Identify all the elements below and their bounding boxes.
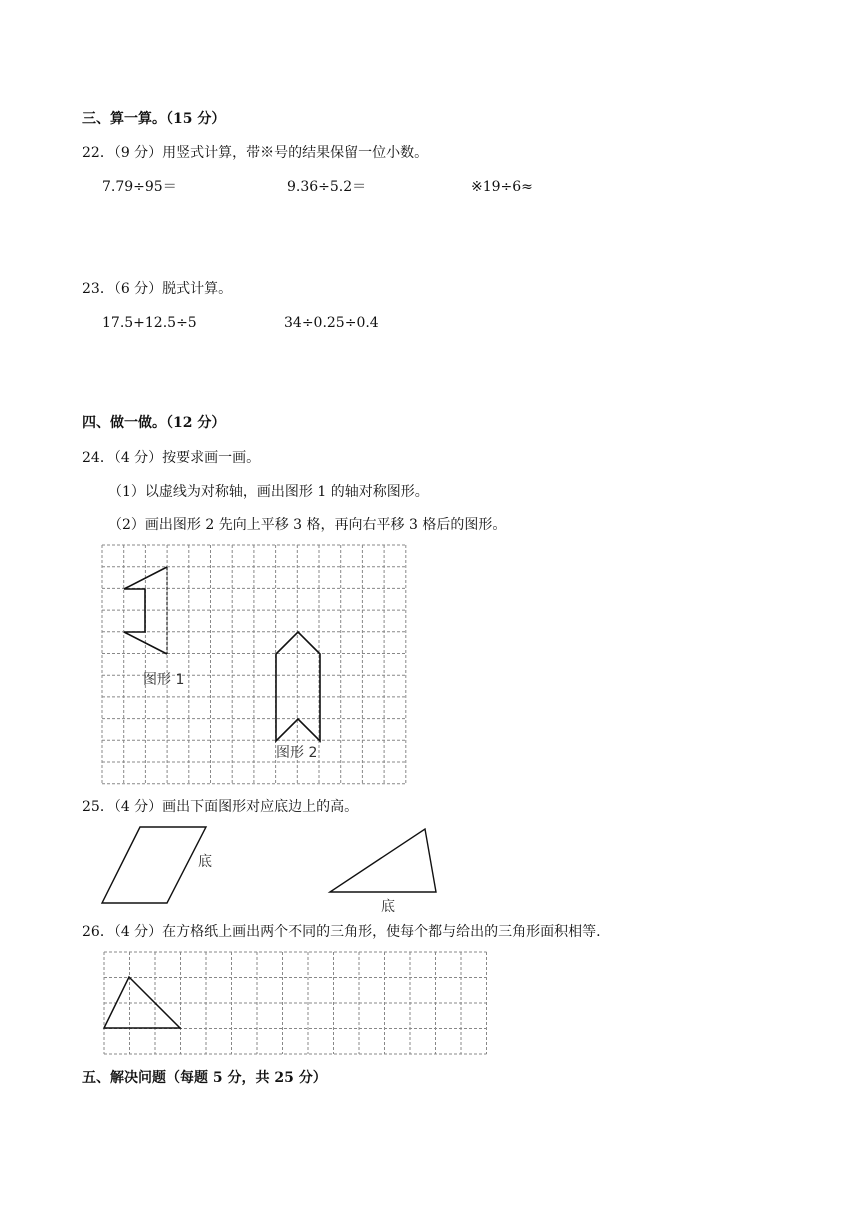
figure-2-label: 图形 2	[276, 745, 318, 761]
q23-item-2: 34÷0.25÷0.4	[284, 315, 379, 331]
question-23-title: 23．（6 分）脱式计算。	[82, 281, 233, 297]
q24-sub-1: （1）以虚线为对称轴，画出图形 1 的轴对称图形。	[108, 484, 429, 500]
parallelogram-base-label: 底	[198, 854, 212, 870]
section-4-heading: 四、做一做。（12 分）	[82, 415, 226, 431]
q24-sub-2: （2）画出图形 2 先向上平移 3 格，再向右平移 3 格后的图形。	[108, 517, 507, 533]
q22-item-2: 9.36÷5.2＝	[287, 179, 367, 195]
q23-item-1: 17.5+12.5÷5	[102, 315, 197, 331]
q22-item-3: ※19÷6≈	[471, 179, 533, 195]
triangle-base-label: 底	[381, 899, 395, 915]
figure-1-label: 图形 1	[143, 672, 185, 688]
question-25-title: 25．（4 分）画出下面图形对应底边上的高。	[82, 799, 359, 815]
question-22-title: 22．（9 分）用竖式计算，带※号的结果保留一位小数。	[82, 145, 429, 161]
question-24-title: 24．（4 分）按要求画一画。	[82, 450, 261, 466]
section-5-heading: 五、解决问题（每题 5 分，共 25 分）	[82, 1070, 327, 1086]
question-26-title: 26．（4 分）在方格纸上画出两个不同的三角形，使每个都与给出的三角形面积相等.	[82, 924, 601, 940]
section-3-heading: 三、算一算。（15 分）	[82, 111, 226, 127]
q22-item-1: 7.79÷95＝	[102, 179, 177, 195]
q26-grid	[104, 952, 487, 1054]
